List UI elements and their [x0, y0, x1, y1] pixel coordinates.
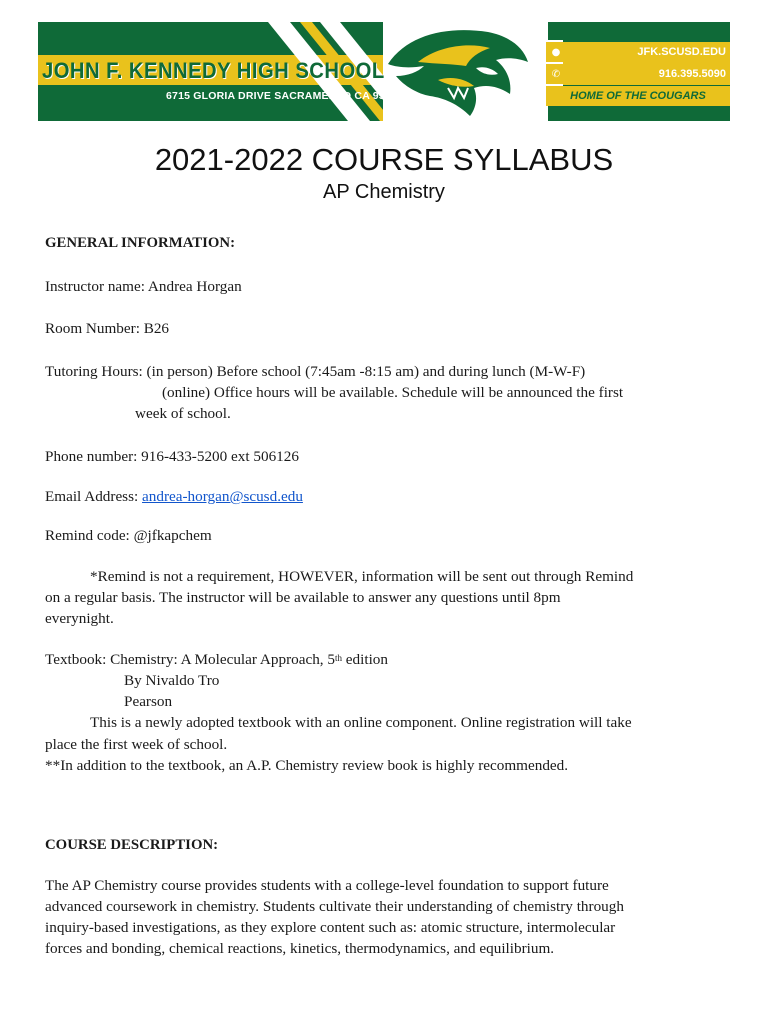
- review-book-note: **In addition to the textbook, an A.P. Chemistry review book is highly recommended.: [45, 757, 569, 774]
- course-description-line1: The AP Chemistry course provides students with a college-level foundation to support future: [45, 877, 609, 894]
- tagline-row: [546, 86, 730, 106]
- school-name: JOHN F. KENNEDY HIGH SCHOOL: [42, 58, 385, 83]
- course-description-line3: inquiry-based investigations, as they explore content such as: atomic structure, intermolecular: [45, 919, 616, 936]
- document-subtitle: AP Chemistry: [323, 181, 445, 203]
- school-phone: 916.395.5090: [658, 68, 726, 80]
- textbook-title: Textbook: Chemistry: A Molecular Approach, 5: [45, 651, 335, 668]
- instructor-name: Instructor name: Andrea Horgan: [45, 278, 242, 295]
- email-line: [45, 486, 303, 507]
- textbook-publisher: Pearson: [124, 693, 173, 710]
- phone-row: [546, 64, 730, 84]
- tutoring-hours-line3: week of school.: [135, 405, 231, 422]
- globe-icon: ●: [551, 46, 561, 58]
- remind-note-line2: on a regular basis. The instructor will be available to answer any questions until 8pm: [45, 589, 561, 606]
- phone-number: Phone number: 916-433-5200 ext 506126: [45, 448, 299, 465]
- textbook-edition: edition: [342, 651, 388, 668]
- remind-code: Remind code: @jfkapchem: [45, 527, 212, 544]
- course-description-heading: COURSE DESCRIPTION:: [45, 837, 219, 853]
- school-tagline: HOME OF THE COUGARS: [570, 90, 706, 102]
- remind-note-line3: everynight.: [45, 610, 114, 627]
- tutoring-hours-line2: (online) Office hours will be available. Schedule will be announced the first: [162, 384, 624, 401]
- adopted-note-line1: This is a newly adopted textbook with an online component. Online registration will take: [90, 714, 632, 731]
- document-title: 2021-2022 COURSE SYLLABUS: [154, 142, 614, 177]
- banner-right-bottom: [548, 106, 730, 121]
- textbook-edition-sup: th: [334, 653, 342, 663]
- school-website[interactable]: JFK.SCUSD.EDU: [637, 46, 726, 58]
- general-info-heading: GENERAL INFORMATION:: [45, 235, 236, 251]
- phone-icon: ✆: [551, 68, 561, 80]
- email-link[interactable]: andrea-horgan@scusd.edu: [142, 488, 303, 505]
- banner-right-top: [548, 22, 730, 40]
- textbook-line: [45, 649, 388, 670]
- email-label: Email Address:: [45, 488, 143, 505]
- school-address: 6715 GLORIA DRIVE SACRAMENTO CA 95831: [166, 90, 403, 102]
- school-header-banner: [38, 22, 730, 121]
- remind-note-line1: *Remind is not a requirement, HOWEVER, information will be sent out through Remind: [90, 568, 634, 585]
- room-number: Room Number: B26: [45, 320, 170, 337]
- tutoring-hours-line1: Tutoring Hours: (in person) Before school (7:45am -8:15 am) and during lunch (M-W-F): [45, 363, 586, 380]
- adopted-note-line2: place the first week of school.: [45, 736, 228, 753]
- course-description-line2: advanced coursework in chemistry. Students cultivate their understanding of chemistry through: [45, 898, 624, 915]
- course-description-line4: forces and bonding, chemical reactions, kinetics, thermodynamics, and equilibrium.: [45, 940, 555, 957]
- website-row: [546, 42, 730, 62]
- textbook-author: By Nivaldo Tro: [124, 672, 220, 689]
- cougar-mascot-logo: [378, 24, 538, 119]
